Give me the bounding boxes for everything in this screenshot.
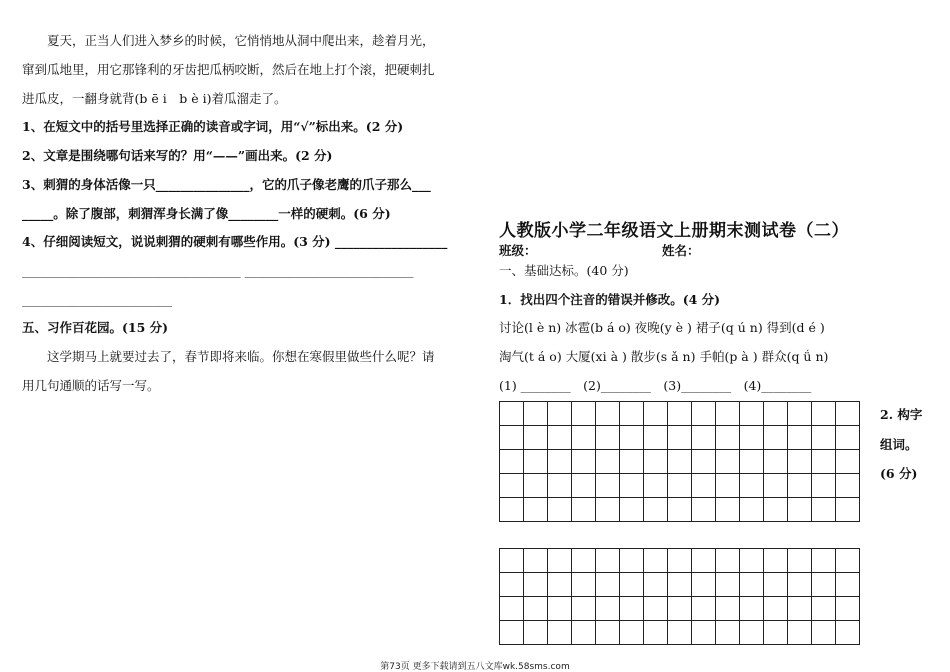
grid-cell[interactable] bbox=[596, 474, 620, 498]
grid-cell[interactable] bbox=[620, 426, 644, 450]
question-2-line-2: 组词。 bbox=[880, 437, 918, 452]
grid-cell[interactable] bbox=[596, 573, 620, 597]
grid-cell[interactable] bbox=[524, 498, 548, 522]
grid-cell[interactable] bbox=[524, 597, 548, 621]
grid-cell[interactable] bbox=[788, 498, 812, 522]
grid-cell[interactable] bbox=[644, 549, 668, 573]
grid-cell[interactable] bbox=[668, 621, 692, 645]
grid-cell[interactable] bbox=[596, 402, 620, 426]
grid-cell[interactable] bbox=[524, 450, 548, 474]
grid-cell[interactable] bbox=[548, 498, 572, 522]
grid-cell[interactable] bbox=[620, 549, 644, 573]
grid-cell[interactable] bbox=[572, 426, 596, 450]
grid-cell[interactable] bbox=[716, 426, 740, 450]
grid-cell[interactable] bbox=[836, 426, 860, 450]
grid-cell[interactable] bbox=[548, 426, 572, 450]
grid-cell[interactable] bbox=[812, 474, 836, 498]
grid-cell[interactable] bbox=[764, 426, 788, 450]
section-5-title: 五、习作百花园。(15 分) bbox=[22, 320, 169, 335]
grid-cell[interactable] bbox=[572, 450, 596, 474]
grid-cell[interactable] bbox=[812, 549, 836, 573]
grid-cell[interactable] bbox=[764, 450, 788, 474]
grid-cell[interactable] bbox=[548, 402, 572, 426]
grid-cell[interactable] bbox=[596, 498, 620, 522]
grid-cell[interactable] bbox=[524, 426, 548, 450]
grid-cell[interactable] bbox=[596, 597, 620, 621]
grid-cell[interactable] bbox=[788, 426, 812, 450]
passage-line-1: 夏天，正当人们进入梦乡的时候，它悄悄地从洞中爬出来，趁着月光， bbox=[22, 33, 435, 48]
grid-cell[interactable] bbox=[812, 597, 836, 621]
grid-cell[interactable] bbox=[548, 474, 572, 498]
grid-cell[interactable] bbox=[644, 402, 668, 426]
grid-cell[interactable] bbox=[596, 621, 620, 645]
grid-cell[interactable] bbox=[764, 498, 788, 522]
grid-cell[interactable] bbox=[764, 621, 788, 645]
grid-cell[interactable] bbox=[836, 621, 860, 645]
grid-cell[interactable] bbox=[596, 549, 620, 573]
passage-line-3: 进瓜皮，一翻身就背(b ē i b è i)着瓜溜走了。 bbox=[22, 91, 287, 106]
grid-cell[interactable] bbox=[644, 450, 668, 474]
grid-cell[interactable] bbox=[740, 498, 764, 522]
grid-cell[interactable] bbox=[500, 426, 524, 450]
grid-cell[interactable] bbox=[716, 474, 740, 498]
passage-line-2: 窜到瓜地里，用它那锋利的牙齿把瓜柄咬断，然后在地上打个滚，把硬刺扎 bbox=[22, 62, 435, 77]
grid-cell[interactable] bbox=[740, 402, 764, 426]
grid-cell[interactable] bbox=[668, 402, 692, 426]
grid-cell[interactable] bbox=[716, 573, 740, 597]
writing-grid-1[interactable] bbox=[499, 401, 860, 522]
grid-cell[interactable] bbox=[548, 621, 572, 645]
question-2: 2、文章是围绕哪句话来写的？用“——”画出来。(2 分) bbox=[22, 148, 333, 163]
grid-cell[interactable] bbox=[572, 573, 596, 597]
grid-cell[interactable] bbox=[524, 573, 548, 597]
grid-cell[interactable] bbox=[740, 450, 764, 474]
grid-cell[interactable] bbox=[716, 621, 740, 645]
answer-line-1: ___________________________________ ___________________________ bbox=[22, 263, 414, 278]
grid-cell[interactable] bbox=[788, 597, 812, 621]
grid-cell[interactable] bbox=[572, 498, 596, 522]
grid-cell[interactable] bbox=[692, 621, 716, 645]
grid-cell[interactable] bbox=[788, 549, 812, 573]
grid-cell[interactable] bbox=[668, 474, 692, 498]
grid-cell[interactable] bbox=[620, 498, 644, 522]
grid-cell[interactable] bbox=[788, 402, 812, 426]
exam-title: 人教版小学二年级语文上册期末测试卷（二） bbox=[499, 221, 849, 241]
grid-cell[interactable] bbox=[500, 402, 524, 426]
grid-cell[interactable] bbox=[596, 426, 620, 450]
grid-cell[interactable] bbox=[500, 498, 524, 522]
grid-cell[interactable] bbox=[644, 498, 668, 522]
section-5-line-1: 这学期马上就要过去了，春节即将来临。你想在寒假里做些什么呢？请 bbox=[22, 349, 435, 364]
grid-cell[interactable] bbox=[716, 549, 740, 573]
answer-line-2: ________________________ bbox=[22, 292, 172, 307]
grid-cell[interactable] bbox=[620, 474, 644, 498]
grid-cell[interactable] bbox=[668, 597, 692, 621]
page-footer: 第73页 更多下载请到五八文库wk.58sms.com bbox=[380, 662, 570, 672]
grid-cell[interactable] bbox=[668, 426, 692, 450]
grid-cell[interactable] bbox=[692, 597, 716, 621]
question-1-title: 1．找出四个注音的错误并修改。(4 分) bbox=[499, 292, 721, 307]
grid-cell[interactable] bbox=[764, 573, 788, 597]
grid-cell[interactable] bbox=[740, 426, 764, 450]
question-2-line-1: 2. 构字 bbox=[880, 407, 923, 422]
grid-cell[interactable] bbox=[788, 621, 812, 645]
grid-cell[interactable] bbox=[692, 450, 716, 474]
grid-cell[interactable] bbox=[836, 450, 860, 474]
grid-cell[interactable] bbox=[764, 549, 788, 573]
grid-cell[interactable] bbox=[572, 402, 596, 426]
grid-cell[interactable] bbox=[644, 621, 668, 645]
grid-cell[interactable] bbox=[788, 474, 812, 498]
writing-grid-2[interactable] bbox=[499, 548, 860, 645]
grid-cell[interactable] bbox=[620, 621, 644, 645]
grid-cell[interactable] bbox=[692, 474, 716, 498]
grid-cell[interactable] bbox=[836, 402, 860, 426]
grid-cell[interactable] bbox=[668, 549, 692, 573]
question-4: 4、仔细阅读短文，说说刺猬的硬刺有哪些作用。(3 分) __________________ bbox=[22, 234, 448, 249]
grid-cell[interactable] bbox=[620, 402, 644, 426]
grid-cell[interactable] bbox=[836, 549, 860, 573]
grid-cell[interactable] bbox=[572, 597, 596, 621]
grid-cell[interactable] bbox=[596, 450, 620, 474]
grid-cell[interactable] bbox=[692, 498, 716, 522]
grid-cell[interactable] bbox=[788, 573, 812, 597]
grid-cell[interactable] bbox=[668, 498, 692, 522]
grid-cell[interactable] bbox=[500, 474, 524, 498]
grid-cell[interactable] bbox=[740, 573, 764, 597]
grid-cell[interactable] bbox=[644, 573, 668, 597]
name-label: 姓名： bbox=[662, 243, 700, 258]
grid-cell[interactable] bbox=[836, 573, 860, 597]
grid-cell[interactable] bbox=[500, 621, 524, 645]
grid-cell[interactable] bbox=[716, 402, 740, 426]
question-3-cont: _____。除了腹部，刺猬浑身长满了像________一样的硬刺。(6 分) bbox=[22, 206, 391, 221]
grid-cell[interactable] bbox=[836, 498, 860, 522]
grid-cell[interactable] bbox=[500, 549, 524, 573]
grid-cell[interactable] bbox=[692, 549, 716, 573]
section-5-line-2: 用几句通顺的话写一写。 bbox=[22, 378, 160, 393]
grid-cell[interactable] bbox=[524, 549, 548, 573]
grid-cell[interactable] bbox=[668, 573, 692, 597]
pinyin-line-2: 淘气(t á o) 大厦(xi à ) 散步(s ǎ n) 手帕(p à ) 群众(q ǘ n) bbox=[499, 349, 829, 364]
grid-cell[interactable] bbox=[716, 450, 740, 474]
section-1-title: 一、基础达标。(40 分) bbox=[499, 263, 629, 278]
pinyin-line-1: 讨论(l è n) 冰雹(b á o) 夜晚(y è ) 裙子(q ú n) 得到(d é ) bbox=[499, 320, 825, 335]
grid-cell[interactable] bbox=[644, 426, 668, 450]
question-2-line-3: (6 分) bbox=[880, 466, 918, 481]
answer-blanks: (1) ________ (2)________ (3)________ (4)________ bbox=[499, 378, 812, 393]
grid-cell[interactable] bbox=[740, 621, 764, 645]
grid-cell[interactable] bbox=[572, 474, 596, 498]
grid-cell[interactable] bbox=[812, 426, 836, 450]
grid-cell[interactable] bbox=[812, 621, 836, 645]
grid-cell[interactable] bbox=[500, 597, 524, 621]
grid-cell[interactable] bbox=[500, 573, 524, 597]
grid-cell[interactable] bbox=[644, 597, 668, 621]
grid-cell[interactable] bbox=[812, 402, 836, 426]
grid-cell[interactable] bbox=[812, 498, 836, 522]
class-label: 班级： bbox=[499, 243, 537, 258]
grid-cell[interactable] bbox=[740, 549, 764, 573]
question-1: 1、在短文中的括号里选择正确的读音或字词，用“√”标出来。(2 分) bbox=[22, 119, 404, 134]
grid-cell[interactable] bbox=[524, 402, 548, 426]
grid-cell[interactable] bbox=[620, 597, 644, 621]
grid-cell[interactable] bbox=[548, 573, 572, 597]
grid-cell[interactable] bbox=[764, 474, 788, 498]
grid-cell[interactable] bbox=[548, 597, 572, 621]
grid-cell[interactable] bbox=[500, 450, 524, 474]
grid-cell[interactable] bbox=[668, 450, 692, 474]
grid-cell[interactable] bbox=[764, 402, 788, 426]
grid-cell[interactable] bbox=[836, 597, 860, 621]
grid-cell[interactable] bbox=[788, 450, 812, 474]
grid-cell[interactable] bbox=[692, 573, 716, 597]
grid-cell[interactable] bbox=[764, 597, 788, 621]
grid-cell[interactable] bbox=[524, 474, 548, 498]
grid-cell[interactable] bbox=[644, 474, 668, 498]
grid-cell[interactable] bbox=[692, 402, 716, 426]
grid-cell[interactable] bbox=[572, 549, 596, 573]
grid-cell[interactable] bbox=[620, 573, 644, 597]
grid-cell[interactable] bbox=[548, 549, 572, 573]
question-3: 3、刺猬的身体活像一只_______________，它的爪子像老鹰的爪子那么___ bbox=[22, 177, 431, 192]
grid-cell[interactable] bbox=[548, 450, 572, 474]
grid-cell[interactable] bbox=[836, 474, 860, 498]
grid-cell[interactable] bbox=[572, 621, 596, 645]
grid-cell[interactable] bbox=[812, 450, 836, 474]
grid-cell[interactable] bbox=[716, 498, 740, 522]
grid-cell[interactable] bbox=[716, 597, 740, 621]
grid-cell[interactable] bbox=[620, 450, 644, 474]
grid-cell[interactable] bbox=[524, 621, 548, 645]
grid-cell[interactable] bbox=[812, 573, 836, 597]
grid-cell[interactable] bbox=[692, 426, 716, 450]
grid-cell[interactable] bbox=[740, 474, 764, 498]
grid-cell[interactable] bbox=[740, 597, 764, 621]
